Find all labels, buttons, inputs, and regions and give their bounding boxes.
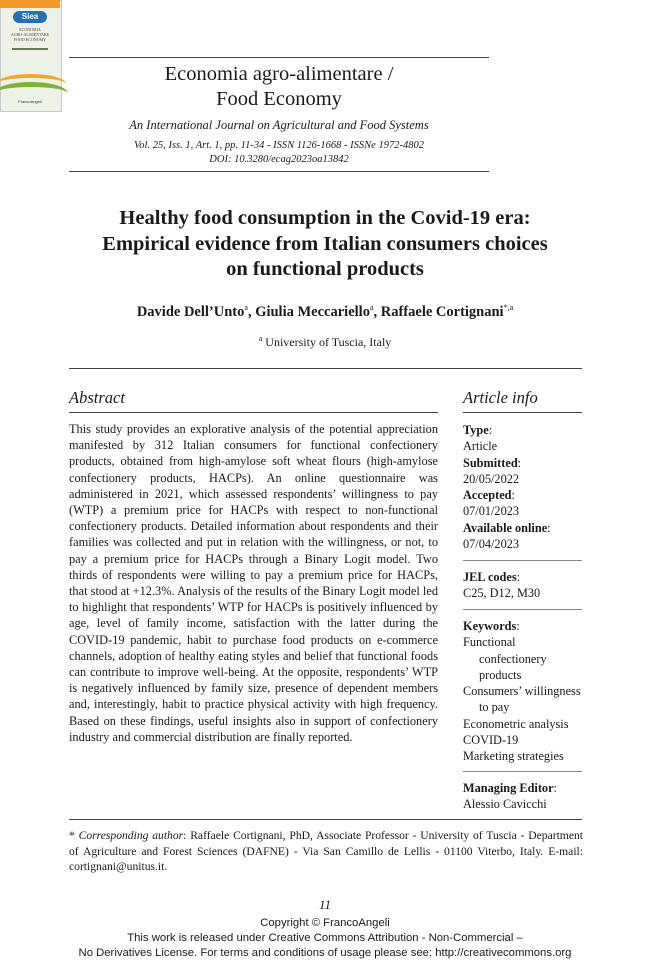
affiliation-mark: a <box>258 334 263 343</box>
header-bottom-rule <box>69 171 489 172</box>
abstract-heading: Abstract <box>69 388 125 407</box>
cover-title-line-2: AGRO-ALIMENTARE <box>10 32 50 37</box>
affiliation-text: University of Tuscia, Italy <box>265 335 392 349</box>
managing-editor-label: Managing Editor <box>463 781 554 795</box>
keywords: Keywords: Functional confectionery products Consumers’ willingness to pay Econometric analysis COVID-19 Marketing strategies <box>463 618 583 765</box>
header-top-rule <box>69 57 489 58</box>
cover-logo <box>13 11 47 23</box>
journal-title-line-2: Food Economy <box>216 88 342 110</box>
volume-info: Vol. 25, Iss. 1, Art. 1, pp. 11-34 - ISSN 1126-1668 - ISSNe 1972-4802 <box>134 140 424 151</box>
license-line-2: No Derivatives License. For terms and conditions of usage please see: http://creativecommons.org <box>78 947 572 959</box>
article-title-line-2: Empirical evidence from Italian consumers choices <box>102 232 548 255</box>
journal-title <box>70 62 488 112</box>
abstract-heading-rule <box>69 412 438 413</box>
abstract-text: This study provides an explorative analysis of the potential appreciation manifested by 312 Italian consumers for functional confectionery products, obtained from high-amylose soft wheat flours (high-amylose confectionery products, HACPs). An online questionnaire was administered in 2021, which assessed respondents’ willingness to pay (WTP) a premium price for HACPs with respect to non-functional confectionery products. Detailed information about respondents and their families was collected and put in relation with the willingness, or not, to pay a premium price for HACPs through a Binary Logit model. Two thirds of respondents were willing to pay a premium price for HACPs, that stood at +12.3%. Analysis of the results of the Binary Logit model led to highlight that respondents’ WTP for HACPs is positively influenced by age, level of family income, satisfaction with the latter during the COVID-19 pandemic, habit to purchase food products on e-commerce channels, adoption of healthy eating styles and belief that functional foods can contribute to improve well-being. At the opposite, respondents’ WTP is negatively influenced by family size, presence of dependent members and, interestingly, habit to practice physical activity with high frequency. Based on these findings, useful insights also in support of confectionery industry and commercial distribution are finally reported. <box>69 422 438 744</box>
keyword-item: Marketing strategies <box>463 749 564 764</box>
footnote-label: Corresponding author <box>78 829 184 842</box>
journal-subtitle: An International Journal on Agricultural and Food Systems <box>129 118 429 132</box>
article-title-line-1: Healthy food consumption in the Covid-19 era: <box>119 207 531 229</box>
license-line-1: This work is released under Creative Commons Attribution - Non-Commercial – <box>127 932 523 944</box>
author-separator: , <box>373 303 381 320</box>
journal-title-line-1: Economia agro-alimentare / <box>164 63 394 85</box>
footnote-text: : Raffaele Cortignani, PhD, Associate Professor - University of Tuscia - Department of Agriculture and Forest Sciences (DAFNE) - Via San Camillo de Lellis - 01100 Viterbo, Italy. E-mail: cortignani@unitus.it. <box>69 829 583 874</box>
type-label: Type <box>463 423 489 437</box>
article-info-heading: Article info <box>463 388 538 407</box>
keyword-item: Consumers’ willingness to pay <box>463 684 581 715</box>
keywords-label: Keywords <box>463 619 517 633</box>
cover-title-line-1: ECONOMIA <box>19 27 41 32</box>
footnote-marker: * <box>69 829 79 842</box>
keyword-item: Econometric analysis <box>463 716 569 731</box>
author-name: Davide Dell’Unto <box>136 303 245 320</box>
jel-codes: JEL codes: C25, D12, M30 <box>463 569 583 602</box>
article-info-dates: Type: Article Submitted: 20/05/2022 Accepted: 07/01/2023 Available online: 07/04/2023 <box>463 422 583 552</box>
article-info-heading-rule <box>463 412 582 413</box>
available-online-value: 07/04/2023 <box>463 537 520 552</box>
article-title-line-3: on functional products <box>226 258 424 280</box>
jel-codes-value: C25, D12, M30 <box>463 586 541 601</box>
accepted-label: Accepted <box>463 488 512 503</box>
cover-publisher: FrancoAngeli <box>18 99 42 104</box>
title-block-rule <box>69 368 582 369</box>
author-name: Giulia Meccariello <box>255 303 370 320</box>
article-title <box>40 206 610 283</box>
available-online-label: Available online <box>463 520 548 535</box>
managing-editor-value: Alessio Cavicchi <box>463 797 547 812</box>
author-name: Raffaele Cortignani <box>380 303 504 320</box>
author-separator: , <box>247 303 256 320</box>
cover-title <box>0 27 60 42</box>
footnote-rule <box>69 819 582 820</box>
info-divider <box>463 771 582 772</box>
keyword-item: COVID-19 <box>463 733 519 748</box>
author-affiliation-mark: a <box>369 303 374 312</box>
cover-text-line <box>12 48 48 50</box>
info-divider <box>463 560 582 561</box>
journal-cover-image <box>0 0 62 112</box>
cover-logo-text: Siea <box>21 12 39 21</box>
author-list <box>40 303 610 321</box>
accepted-value: 07/01/2023 <box>463 504 520 519</box>
page-number: 11 <box>318 897 332 912</box>
doi: DOI: 10.3280/ecag2023oa13842 <box>209 154 349 165</box>
author-affiliation-mark: *,a <box>503 303 514 312</box>
author-affiliation-mark: a <box>244 303 248 312</box>
journal-issue-info <box>70 139 488 167</box>
cover-title-line-3: FOOD ECONOMY <box>13 37 47 42</box>
affiliation <box>40 334 610 350</box>
submitted-label: Submitted <box>463 455 518 470</box>
info-divider <box>463 609 582 610</box>
keyword-item: Functional confectionery products <box>463 635 547 682</box>
submitted-value: 20/05/2022 <box>463 471 520 486</box>
cover-top-band <box>0 0 60 8</box>
jel-codes-label: JEL codes <box>463 570 517 584</box>
type-value: Article <box>463 439 498 454</box>
managing-editor: Managing Editor: Alessio Cavicchi <box>463 780 583 813</box>
copyright-notice: Copyright © FrancoAngeli <box>260 917 390 929</box>
corresponding-author-footnote <box>69 828 583 875</box>
